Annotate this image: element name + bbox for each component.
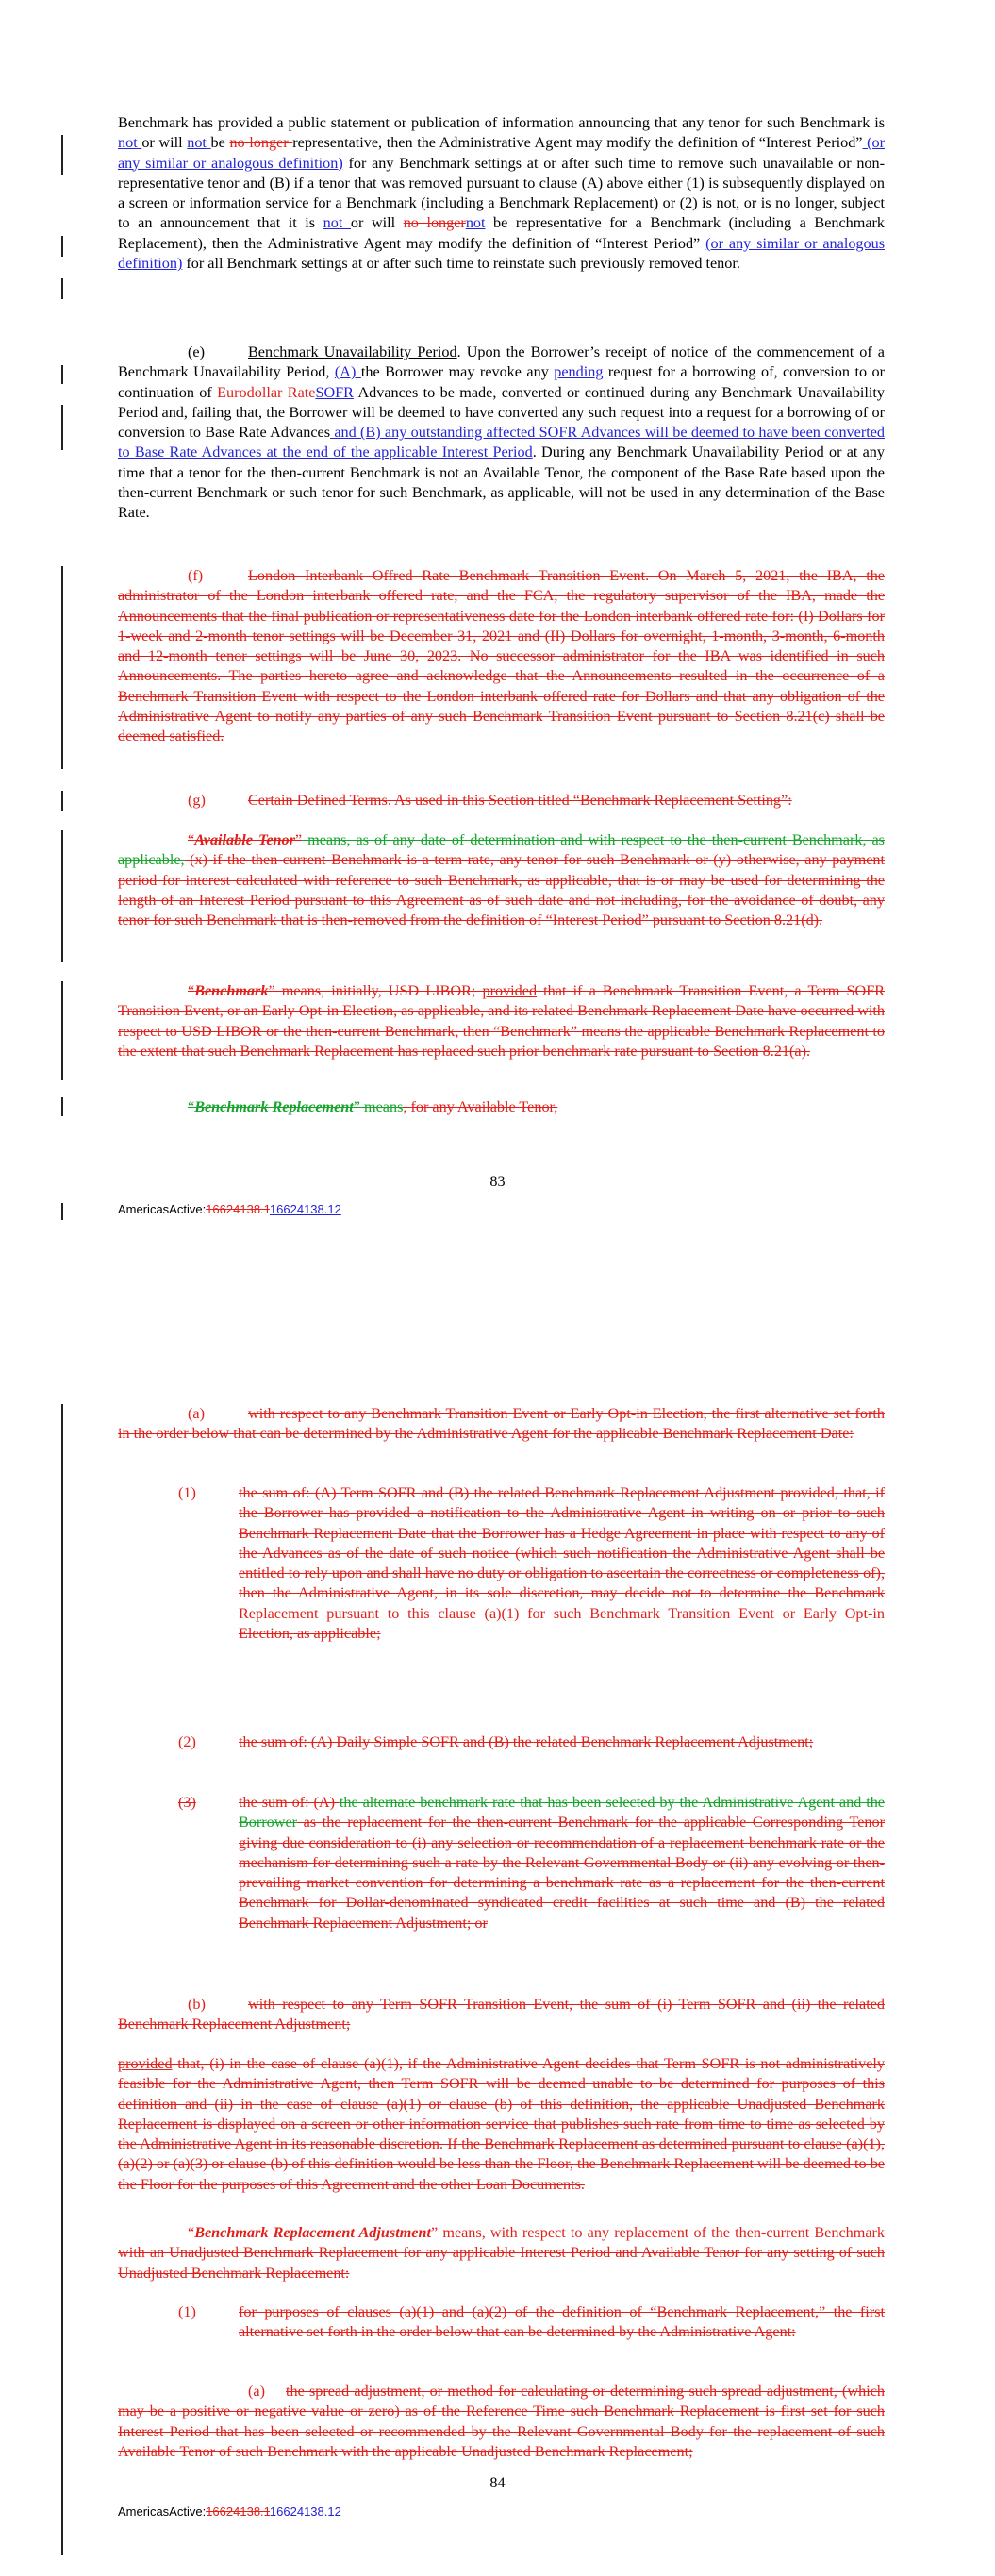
page-number: 83 [489, 1173, 506, 1190]
clause-number: (e) [188, 343, 205, 360]
clause-number: (1) [178, 2303, 196, 2320]
clause-number: (3) [178, 1794, 196, 1811]
proviso-paragraph: provided that, (i) in the case of clause (a)(1), if the Administrative Agent decides that Term SOFR is not administratively feasible for the Administrative Agent, then Term SOFR will be deemed unable to be determined for purposes of this definition and (ii) in the case of clause (a)(1) or clause (b) of this definition, the applicable Unadjusted Benchmark Replacement is displayed on a screen or other information service that publishes such rate from time to time as selected by the Administrative Agent in its reasonable discretion. If the Benchmark Replacement as determined pursuant to clause (a)(1), (a)(2) or (a)(3) or clause (b) of this definition would be less than the Floor, the Benchmark Replacement will be deemed to be the Floor for the purposes of this Agreement and the other Loan Documents. [118, 2055, 885, 2193]
clause-1-term-sofr: (1) the sum of: (A) Term SOFR and (B) the related Benchmark Replacement Adjustment provided, that, if the Borrower has provided a notification to the Administrative Agent in writing on or prior to such Benchmark Replacement Date that the Borrower has a Hedge Agreement in place with respect to any of the Advances as of the date of such notice (which such notification the Administrative Agent shall be entitled to rely upon and shall have no duty or obligation to ascertain the correctness or completeness of), then the Administrative Agent, in its sole discretion, may decide not to determine the Benchmark Replacement pursuant to this clause (a)(1) for such Benchmark Transition Event or Early Opt-in Election, as applicable; [178, 1484, 885, 1643]
paragraph-e-unavailability: (e) Benchmark Unavailability Period. Upon the Borrower’s receipt of notice of the commencement of a Benchmark Unavailability Period, (A) the Borrower may revoke any pending request for a borrowing of, conversion to or continuation of Eurodollar RateSOFR Advances to be made, converted or continued during any Benchmark Unavailability Period and, failing that, the Borrower will be deemed to have converted any such request into a request for a borrowing of or conversion to Base Rate Advances and (B) any outstanding affected SOFR Advances will be deemed to have been converted to Base Rate Advances at the end of the applicable Interest Period. During any Benchmark Unavailability Period or at any time that a tenor for the then-current Benchmark is not an Available Tenor, the component of the Base Rate based upon the then-current Benchmark or such tenor for such Benchmark, as applicable, will not be used in any determination of the Base Rate. [118, 343, 886, 522]
clause-number: (b) [188, 1996, 206, 2013]
change-bar [61, 1404, 63, 2555]
clause-a-spread-adjustment: (a) the spread adjustment, or method for calculating or determining such spread adjustment, (which may be a positive or negative value or zero) as of the Reference Time such Benchmark Replacement is first set for such Interest Period that has been selected or recommended by the Relevant Governmental Body for the replacement of such Available Tenor of such Benchmark with the applicable Unadjusted Benchmark Replacement; [118, 2383, 885, 2460]
definition-benchmark-replacement-adjustment: “Benchmark Replacement Adjustment” means, with respect to any replacement of the then-current Benchmark with an Unadjusted Benchmark Replacement for any applicable Interest Period and Available Tenor for any setting of such Unadjusted Benchmark Replacement: [118, 2224, 885, 2282]
clause-heading: London Interbank Offred Rate Benchmark Transition Event [248, 567, 646, 584]
defined-term: Benchmark [194, 982, 269, 999]
definition-benchmark: “Benchmark” means, initially, USD LIBOR; provided that if a Benchmark Transition Event, a Term SOFR Transition Event, or an Early Opt-in Election, as applicable, and its related Benchmark Replacement Date have occurred with respect to USD LIBOR or the then-current Benchmark, then “Benchmark” means the applicable Benchmark Replacement to the extent that such Benchmark Replacement has replaced such prior benchmark rate pursuant to Section 8.21(a). [118, 982, 885, 1060]
footer-doc-id: AmericasActive:16624138.116624138.12 [118, 1202, 341, 1216]
clause-2-daily-simple-sofr: (2) the sum of: (A) Daily Simple SOFR and (B) the related Benchmark Replacement Adjustment; [118, 1732, 885, 1752]
change-bar [61, 405, 63, 450]
change-bar [61, 566, 63, 769]
change-bar [61, 1097, 63, 1116]
clause-number: (f) [188, 567, 204, 584]
definition-available-tenor: “Available Tenor” means, as of any date of determination and with respect to the then-current Benchmark, as applicable, (x) if the then-current Benchmark is a term rate, any tenor for such Benchmark or (y) otherwise, any payment period for interest calculated with reference to such Benchmark, as applicable, that is or may be used for determining the length of an Interest Period pursuant to this Agreement as of such date and not including, for the avoidance of doubt, any tenor for such Benchmark that is then-removed from the definition of “Interest Period” pursuant to Section 8.21(d). [118, 831, 885, 929]
page-83 [0, 0, 995, 1217]
defined-term: Benchmark Replacement Adjustment [194, 2224, 431, 2241]
change-bar [61, 278, 63, 299]
change-bar [61, 981, 63, 1080]
definition-benchmark-replacement: “Benchmark Replacement” means, for any Available Tenor, [188, 1098, 558, 1115]
clause-number: (1) [178, 1484, 196, 1501]
clause-number: (a) [248, 2383, 265, 2400]
clause-1-spread-purposes: (1) for purposes of clauses (a)(1) and (a)(2) of the definition of “Benchmark Replacement,” the first alternative set forth in the order below that can be determined by the Administrative Agent: [178, 2303, 885, 2341]
change-bar [61, 236, 63, 257]
change-bar [61, 1203, 63, 1220]
clause-a-benchmark-transition: (a) with respect to any Benchmark Transition Event or Early Opt-in Election, the first alternative set forth in the order below that can be determined by the Administrative Agent for the applicable Benchmark Replacement Date: [118, 1405, 885, 1443]
clause-heading: Benchmark Unavailability Period [248, 343, 457, 360]
paragraph-g-defined-terms: (g) Certain Defined Terms. As used in this Section titled “Benchmark Replacement Setting”: [118, 791, 885, 811]
paragraph-tenor-removal: Benchmark has provided a public statement or publication of information announcing that any tenor for such Benchmark is not or will not be no longer representative, then the Administrative Agent may modify the definition of “Interest Period” (or any similar or analogous definition) for any Benchmark settings at or after such time to remove such unavailable or non-representative tenor and (B) if a tenor that was removed pursuant to clause (A) above either (1) is subsequently displayed on a screen or information service for a Benchmark (including a Benchmark Replacement) or (2) is not, or is no longer, subject to an announcement that it is not or will no longernot be representative for a Benchmark (including a Benchmark Replacement), then the Administrative Agent may modify the definition of “Interest Period” (or any similar or analogous definition) for all Benchmark settings at or after such time to reinstate such previously removed tenor. [118, 114, 886, 273]
clause-number: (a) [188, 1405, 205, 1422]
clause-3-alternate-benchmark: (3) the sum of: (A) the alternate benchmark rate that has been selected by the Administrative Agent and the Borrower as the replacement for the then-current Benchmark for the applicable Corresponding Tenor giving due consideration to (i) any selection or recommendation of a replacement benchmark rate or the mechanism for determining such a rate by the Relevant Governmental Body or (ii) any evolving or then-prevailing market convention for determining a benchmark rate as a replacement for the then-current Benchmark for Dollar-denominated syndicated credit facilities at such time and (B) the related Benchmark Replacement Adjustment; or [178, 1794, 885, 1932]
change-bar [61, 365, 63, 384]
footer-doc-id: AmericasActive:16624138.116624138.12 [118, 2504, 341, 2518]
clause-heading: Certain Defined Terms [248, 792, 388, 809]
page-84 [0, 1321, 995, 2576]
clause-number: (g) [188, 792, 206, 809]
change-bar [61, 830, 63, 962]
change-bar [61, 135, 63, 175]
defined-term: Benchmark Replacement [194, 1098, 354, 1115]
clause-b-term-sofr-transition: (b) with respect to any Term SOFR Transition Event, the sum of (i) Term SOFR and (ii) the related Benchmark Replacement Adjustment; [118, 1996, 885, 2033]
change-bar [61, 791, 63, 811]
change-bar [61, 2503, 63, 2522]
paragraph-f-libor-transition: (f) London Interbank Offred Rate Benchmark Transition Event. On March 5, 2021, the IBA, the administrator of the London interbank offered rate, and the FCA, the regulatory supervisor of the IBA, made the Announcements that the final publication or representativeness date for the London interbank offered rate for: (I) Dollars for 1-week and 2-month tenor settings will be December 31, 2021 and (II) Dollars for overnight, 1-month, 3-month, 6-month and 12-month tenor settings will be June 30, 2023. No successor administrator for the IBA was identified in such Announcements. The parties hereto agree and acknowledge that the Announcements resulted in the occurrence of a Benchmark Transition Event with respect to the London interbank offered rate for Dollars and that any obligation of the Administrative Agent to notify any parties of any such Benchmark Transition Event pursuant to Section 8.21(c) shall be deemed satisfied. [118, 567, 885, 745]
page-number: 84 [489, 2474, 506, 2491]
clause-number: (2) [178, 1733, 196, 1750]
defined-term: Available Tenor [194, 831, 295, 848]
